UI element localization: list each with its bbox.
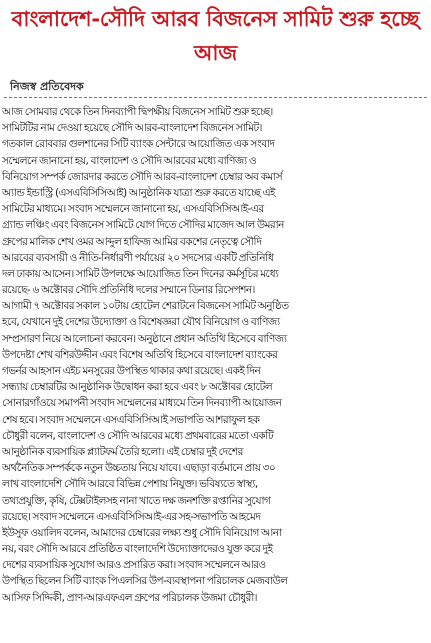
body-line: দল ঢাকায় আসেন। সামিট উপলক্ষে আয়োজিত তিন দিনের কর্মসূচির মধ্যে — [2, 267, 279, 280]
body-line: দেশের ব্যবসায়িক সুযোগ আরও প্রসারিত করা। সংবাদ সম্মেলনে আরও — [2, 559, 266, 572]
body-line: বিনিয়োগ সম্পর্ক জোরদার করতে সৌদি আরব-বাংলাদেশ চেম্বার অব কমার্স — [2, 170, 283, 183]
body-line: ইউসুফ ওয়ালিদ বলেন, আমাদের চেম্বারের লক্ষ্য শুধু সৌদি বিনিয়োগ আনা — [2, 526, 282, 539]
byline-divider — [4, 97, 427, 98]
body-line: আরবের ব্যবসায়ী ও নীতি-নির্ধারণী পর্যায়ের ২০ সদস্যের একটি প্রতিনিধি — [2, 251, 274, 264]
body-line: সামিটটির নাম দেওয়া হয়েছে সৌদি আরব-বাংলাদেশ বিজনেস সামিট। — [2, 122, 262, 135]
body-line: নয়, বরং সৌদি আরবে প্রতিষ্ঠিত বাংলাদেশি উদ্যোক্তাদেরও যুক্ত করে দুই — [2, 543, 273, 556]
body-line: সম্মেলনে জানানো হয়, বাংলাদেশ ও সৌদি আরবের মধ্যে বাণিজ্য ও — [2, 154, 257, 167]
body-line: রয়েছে- ৬ অক্টোবর সৌদি প্রতিনিধি দলের সম্মানে ডিনার রিসেপশন। — [2, 284, 255, 297]
body-line: তথ্যপ্রযুক্তি, কৃষি, টেক্সটাইলসহ নানা খাতে দক্ষ জনশক্তি রপ্তানির সুযোগ — [2, 494, 271, 507]
byline: নিজস্ব প্রতিবেদক — [10, 80, 84, 93]
body-line: রয়েছে। সংবাদ সম্মেলনে এসএবিসিসিআই-এর সহ-সভাপতি আহমেদ — [2, 510, 261, 523]
body-line: উপস্থিত ছিলেন সিটি ব্যাংক পিএলসির উপ-ব্যবস্থাপনা পরিচালক মেজবাউল — [2, 575, 288, 588]
body-line: চৌধুরী বলেন, বাংলাদেশ ও সৌদি আরবের মধ্যে প্রথমবারের মতো একটি — [2, 429, 274, 442]
body-line: আগামী ৭ অক্টোবর সকাল ১০টায় হোটেল শেরাটনে বিজনেস সামিট অনুষ্ঠিত — [2, 300, 289, 313]
body-line: আজ সোমবার থেকে তিন দিনব্যাপী দ্বিপক্ষীয় বিজনেস সামিট শুরু হচ্ছে। — [2, 106, 273, 118]
body-line: অর্থনৈতিক সম্পর্ককে নতুন উচ্চতায় নিয়ে যাবে। এছাড়া বর্তমানে প্রায় ৩০ — [2, 462, 276, 475]
body-line: আনুষ্ঠানিক ব্যবসায়িক প্ল্যাটফর্ম তৈরি হলো। এই চেম্বার দুই দেশের — [2, 445, 243, 458]
body-line: সামিটের মাধ্যমে। সংবাদ সম্মেলনে জানানো হয়, এসএবিসিসিআই-এর — [2, 203, 264, 216]
article-body — [2, 104, 430, 606]
body-line: সোনারগাঁওয়ে সমাপনী সংবাদ সম্মেলনের মাধ্যমে তিন দিনব্যাপী আয়োজন — [2, 397, 282, 410]
body-line: গ্র্যান্ড লঞ্চিং এবং বিজনেস সামিটে যোগ দিতে সৌদির মাজেদ আল উমরান — [2, 219, 284, 232]
body-line: সম্প্রসারণ নিয়ে আলোচনা করবেন। অনুষ্ঠানে প্রধান অতিথি হিসেবে বাণিজ্য — [2, 332, 287, 345]
body-line: উপদেষ্টা শেখ বশিরউদ্দীন এবং বিশেষ অতিথি হিসেবে বাংলাদেশ ব্যাংকের — [2, 348, 278, 361]
body-line: গতকাল রোববার গুলশানের সিটি ব্যাংক সেন্টারে আয়োজিত এক সংবাদ — [2, 138, 275, 151]
body-line: লাখ বাংলাদেশি সৌদি আরবে বিভিন্ন পেশায় নিযুক্ত। ভবিষ্যতে স্বাস্থ্য, — [2, 478, 258, 491]
body-line: আসিফ সিদ্দিকী, প্রাণ-আরএফএল গ্রুপের পরিচালক উজমা চৌধুরী। — [2, 591, 258, 604]
body-line: হবে, যেখানে দুই দেশের উদ্যোক্তা ও বিশেষজ্ঞরা যৌথ বিনিয়োগ ও বাণিজ্য — [2, 316, 280, 329]
headline: বাংলাদেশ-সৌদি আরব বিজনেস সামিট শুরু হচ্ছে আজ — [11, 7, 420, 65]
body-line: গভর্নর আহসান এইচ মনসুরের উপস্থিত থাকার কথা রয়েছে। একই দিন — [2, 365, 261, 377]
body-line: গ্রুপের মালিক শেখ ওমর আব্দুল হাফিজ আমির বকশের নেতৃত্বে সৌদি — [2, 235, 262, 248]
body-line: অ্যান্ড ইন্ডাস্ট্রি (এসএবিসিসিআই) আনুষ্ঠানিক যাত্রা শুরু করতে যাচ্ছে এই — [2, 186, 275, 199]
body-line: সন্ধ্যায় চেম্বারটির আনুষ্ঠানিক উদ্বোধন করা হবে এবং ৮ অক্টোবর হোটেল — [2, 381, 273, 394]
body-line: শেষ হবে। সংবাদ সম্মেলনে এসএবিসিসিআই সভাপতি আশরাফুল হক — [2, 413, 260, 426]
